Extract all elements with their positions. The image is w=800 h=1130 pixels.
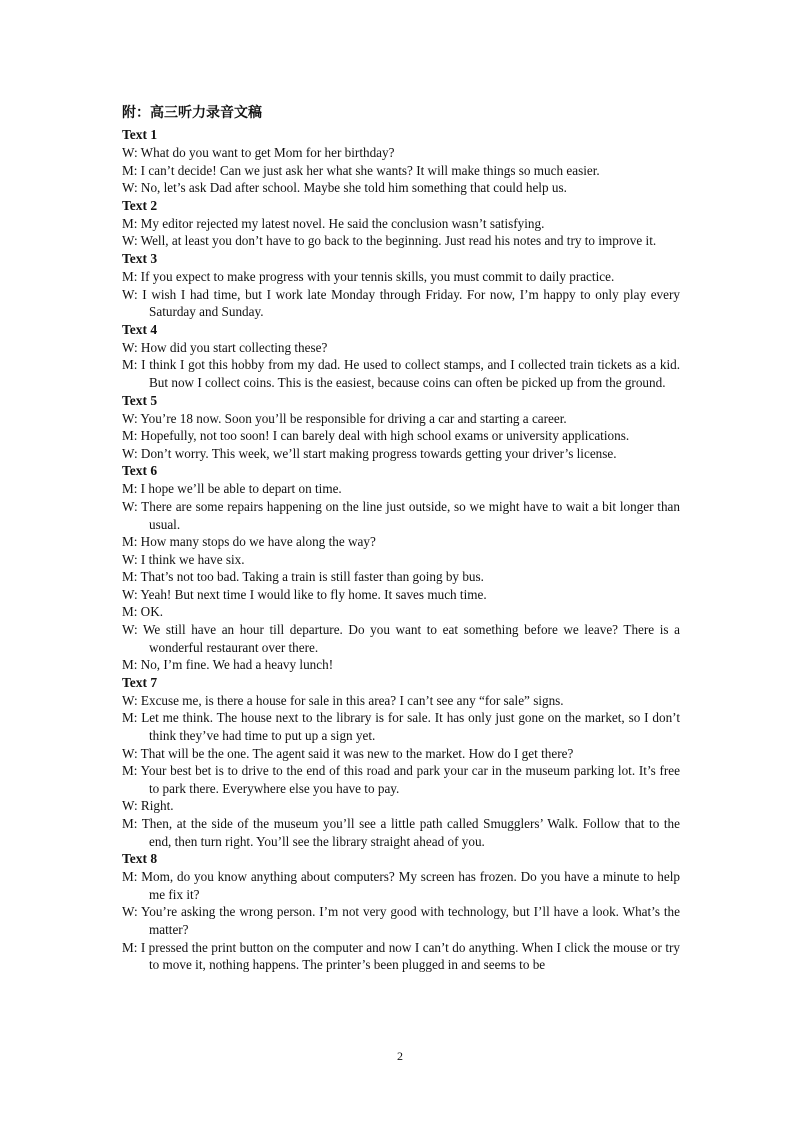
transcript-section — [122, 126, 680, 197]
section-heading: Text 1 — [122, 127, 158, 142]
transcript-section — [122, 850, 680, 974]
dialogue-line: M: Hopefully, not too soon! I can barely deal with high school exams or university applications. — [122, 428, 630, 444]
dialogue-line: M: OK. — [122, 604, 164, 620]
document-title: 附：高三听力录音文稿 — [122, 106, 262, 121]
dialogue-line: W: There are some repairs happening on the line just outside, so we might have to wait a bit longer than usual. — [122, 498, 680, 532]
page-number: 2 — [397, 1049, 403, 1063]
section-heading: Text 4 — [122, 321, 158, 337]
dialogue-line: M: I hope we’ll be able to depart on time. — [122, 481, 342, 497]
dialogue-line: M: No, I’m fine. We had a heavy lunch! — [122, 657, 334, 673]
dialogue-line: M: I think I got this hobby from my dad. He used to collect stamps, and I collected train tickets as a kid. But now I collect coins. This is the easiest, because coins can often be picked up from the ground. — [122, 357, 680, 390]
dialogue-line: W: No, let’s ask Dad after school. Maybe she told him something that could help us. — [122, 180, 567, 196]
dialogue-line: M: Then, at the side of the museum you’ll see a little path called Smugglers’ Walk. Follow that to the end, then turn right. You’ll see the library straight ahead of you. — [122, 816, 680, 849]
dialogue-line: W: You’re asking the wrong person. I’m not very good with technology, but I’ll have a look. What’s the matter? — [122, 904, 680, 937]
section-heading: Text 5 — [122, 392, 158, 408]
transcript-section — [122, 321, 680, 392]
dialogue-line: W: You’re 18 now. Soon you’ll be responsible for driving a car and starting a career. — [122, 410, 567, 426]
section-heading: Text 2 — [122, 197, 158, 213]
dialogue-line: M: That’s not too bad. Taking a train is still faster than going by bus. — [122, 569, 484, 585]
transcript-section — [122, 197, 680, 250]
section-heading: Text 3 — [122, 250, 158, 266]
dialogue-line: M: I can’t decide! Can we just ask her what she wants? It will make things so much easier. — [122, 162, 600, 178]
dialogue-line: W: What do you want to get Mom for her birthday? — [122, 145, 395, 160]
dialogue-line: W: Well, at least you don’t have to go back to the beginning. Just read his notes and try to improve it. — [122, 233, 657, 249]
dialogue-line: W: Excuse me, is there a house for sale in this area? I can’t see any “for sale” signs. — [122, 692, 564, 708]
dialogue-line: M: Mom, do you know anything about computers? My screen has frozen. Do you have a minute to help me fix it? — [122, 869, 680, 902]
dialogue-line: W: Right. — [122, 798, 174, 814]
dialogue-line: M: My editor rejected my latest novel. He said the conclusion wasn’t satisfying. — [122, 215, 545, 231]
dialogue-line: M: I pressed the print button on the computer and now I can’t do anything. When I click the mouse or try to move it, nothing happens. The printer’s been plugged in and seems to be — [122, 939, 680, 973]
transcript-section — [122, 250, 680, 321]
dialogue-line: W: Yeah! But next time I would like to fly home. It saves much time. — [122, 586, 487, 602]
dialogue-line: M: Your best bet is to drive to the end of this road and park your car in the museum parking lot. It’s free to park there. Everywhere else you have to pay. — [122, 763, 680, 796]
dialogue-line: W: Don’t worry. This week, we’ll start making progress towards getting your driver’s license. — [122, 445, 617, 461]
dialogue-line: W: I think we have six. — [122, 551, 245, 567]
dialogue-line: W: That will be the one. The agent said it was new to the market. How do I get there? — [122, 745, 574, 761]
dialogue-line: W: I wish I had time, but I work late Monday through Friday. For now, I’m happy to only play every Saturday and Sunday. — [122, 286, 680, 320]
transcript-section — [122, 674, 680, 850]
section-heading: Text 7 — [122, 674, 158, 690]
dialogue-line: W: We still have an hour till departure. Do you want to eat something before we leave? There is a wonderful restaurant over there. — [122, 622, 680, 655]
transcript-section — [122, 392, 680, 463]
section-heading: Text 6 — [122, 463, 158, 479]
transcript-sections — [122, 126, 680, 974]
document-page — [122, 104, 680, 974]
section-heading: Text 8 — [122, 851, 158, 867]
dialogue-line: M: Let me think. The house next to the library is for sale. It has only just gone on the market, so I don’t think they’ve had time to put up a sign yet. — [122, 710, 680, 744]
dialogue-line: M: How many stops do we have along the way? — [122, 534, 376, 550]
dialogue-line: M: If you expect to make progress with your tennis skills, you must commit to daily practice. — [122, 268, 615, 284]
transcript-section — [122, 462, 680, 674]
dialogue-line: W: How did you start collecting these? — [122, 339, 328, 355]
